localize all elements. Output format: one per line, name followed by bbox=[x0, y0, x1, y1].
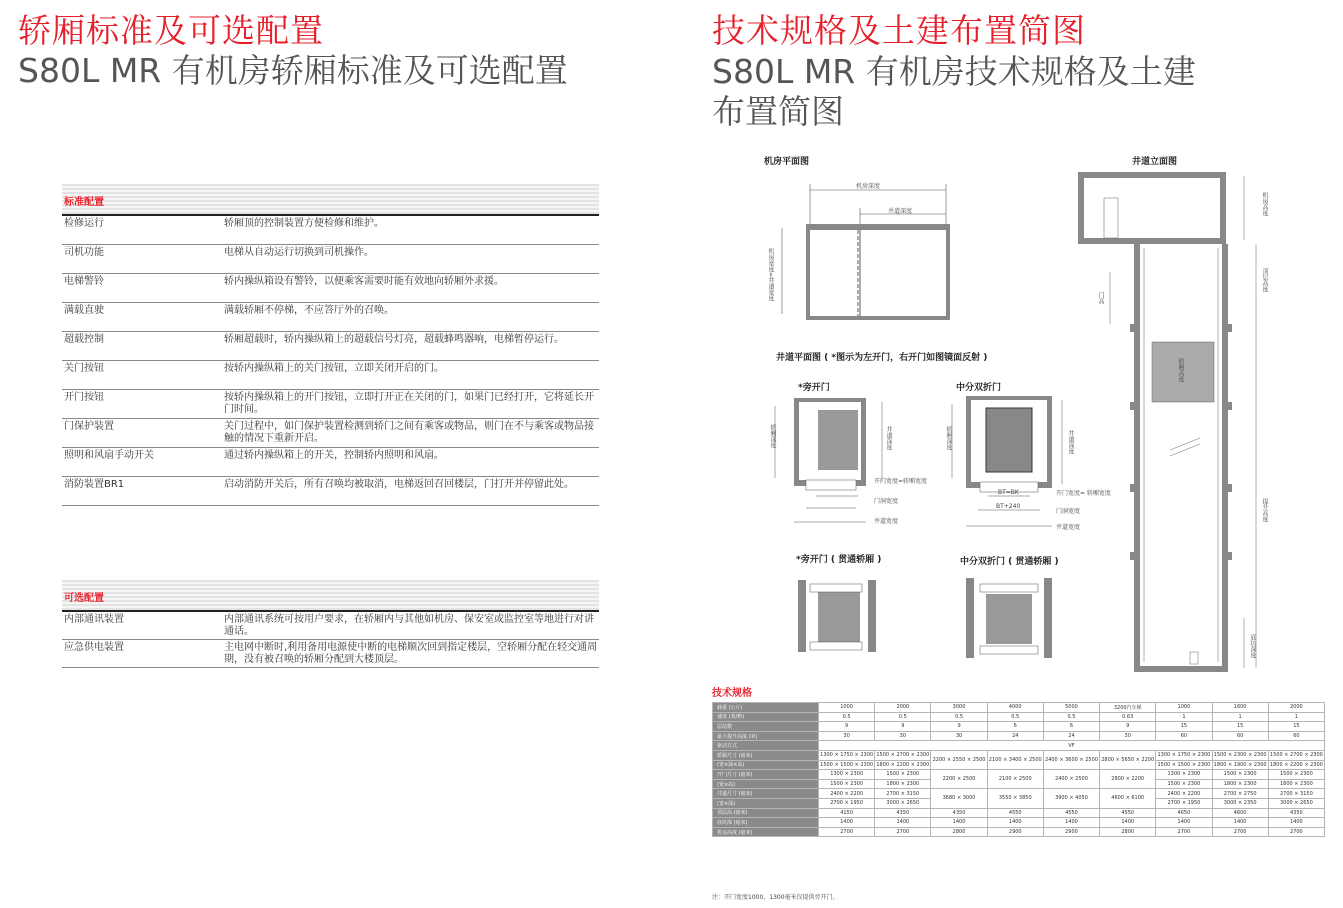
shaft-plan-label: 井道平面图 ( *图示为左开门，右开门如图镜面反射 ) bbox=[776, 353, 988, 363]
config-row-description: 满载轿厢不停梯，不应答厅外的召唤。 bbox=[224, 305, 394, 316]
side-door-through-label: *旁开门 ( 贯通轿厢 ) bbox=[796, 555, 882, 565]
table-row: 顶层高 (毫米) 4150 4350 4350 4550 4550 4550 4650 4600 4350 bbox=[713, 808, 1325, 818]
door-height-label: 门高 bbox=[1097, 292, 1104, 304]
config-row-description: 按轿内操纵箱上的关门按钮，立即关闭开启的门。 bbox=[224, 363, 444, 374]
config-row bbox=[62, 245, 599, 274]
config-row-name: 应急供电装置 bbox=[64, 642, 124, 653]
standard-config-heading: 标准配置 bbox=[62, 184, 599, 216]
table-row: 层站数 9 9 9 6 6 9 15 15 15 bbox=[713, 722, 1325, 732]
config-row-name: 照明和风扇手动开关 bbox=[64, 450, 154, 461]
diagram-drawing bbox=[760, 148, 1280, 678]
config-row-description: 轿厢顶的控制装置方便检修和维护。 bbox=[224, 218, 384, 229]
shaft-width-label-2: 井道宽度 bbox=[1056, 524, 1081, 531]
table-row: (宽×深×高) 1500 × 1500 × 2300 1800 × 2200 × 2300 1500 × 1500 × 2300 1800 × 1900 × 2300 1800 × 2200 × 2300 bbox=[713, 760, 1325, 770]
side-door-label: *旁开门 bbox=[798, 383, 830, 393]
spec-table bbox=[712, 702, 1325, 837]
config-row bbox=[62, 332, 599, 361]
config-row-description: 轿厢超载时，轿内操纵箱上的超载信号灯亮，超载蜂鸣器响，电梯暂停运行。 bbox=[224, 334, 564, 345]
left-title: 轿厢标准及可选配置 bbox=[18, 11, 324, 50]
table-row: (宽×高) 1500 × 2300 1800 × 2300 1500 × 2300 1800 × 2300 1800 × 2300 bbox=[713, 779, 1325, 789]
center-door-label: 中分双折门 bbox=[956, 383, 1002, 393]
config-row bbox=[62, 612, 599, 640]
spec-title: 技术规格 bbox=[712, 688, 752, 699]
right-subtitle: S80L MR 有机房技术规格及土建布置简图 bbox=[712, 52, 1196, 131]
machine-room-depth-label: 机房深度 bbox=[856, 183, 881, 190]
door-width-label: 开门宽度=轿厢宽度 bbox=[874, 478, 928, 485]
table-row: 开门尺寸 (毫米) 1300 × 2300 1500 × 2300 2200 × 2500 2100 × 2500 2400 × 2500 2800 × 2200 1300 × 2300 1500 × 2300 1500 × 2300 bbox=[713, 770, 1325, 780]
config-row bbox=[62, 448, 599, 477]
standard-config-section bbox=[62, 184, 599, 506]
config-row-name: 检修运行 bbox=[64, 218, 104, 229]
config-row-name: 满载直驶 bbox=[64, 305, 104, 316]
spec-note: 注：开门宽度1000、1300毫米仅提供旁开门。 bbox=[712, 894, 839, 901]
config-row-name: 开门按钮 bbox=[64, 392, 104, 403]
shaft-elevation-label: 井道立面图 bbox=[1132, 157, 1178, 167]
optional-config-heading: 可选配置 bbox=[62, 580, 599, 612]
config-row-description: 通过轿内操纵箱上的开关，控制轿内照明和风扇。 bbox=[224, 450, 444, 461]
shaft-depth-plan-label: 井道深度 bbox=[885, 426, 892, 450]
car-depth-label-2: 轿厢深度 bbox=[945, 426, 952, 450]
right-title: 技术规格及土建布置简图 bbox=[712, 11, 1086, 50]
car-depth-label: 轿厢深度 bbox=[769, 424, 776, 448]
door-opening-width-label-2: 门洞宽度 bbox=[1056, 508, 1081, 515]
config-row bbox=[62, 216, 599, 245]
config-row bbox=[62, 303, 599, 332]
config-row-description: 关门过程中，如门保护装置检测到轿门之间有乘客或物品，则门在不与乘客或物品接触的情况下重新开启。 bbox=[224, 421, 594, 444]
config-row-description: 内部通讯系统可按用户要求，在轿厢内与其他如机房、保安室或监控室等地进行对讲通话。 bbox=[224, 614, 594, 637]
table-row: 速度 (米/秒) 0.5 0.5 0.5 0.5 0.5 0.63 1 1 1 bbox=[713, 712, 1325, 722]
config-row bbox=[62, 361, 599, 390]
config-row bbox=[62, 390, 599, 419]
config-row-name: 超载控制 bbox=[64, 334, 104, 345]
top-height-label: 顶层高度 bbox=[1261, 268, 1268, 292]
config-row-name: 关门按钮 bbox=[64, 363, 104, 374]
config-row-description: 主电网中断时,利用备用电源使中断的电梯顺次回到指定楼层，空轿厢分配在轻交通周期，没有被召唤的轿厢分配到大楼顶层。 bbox=[224, 642, 598, 665]
bt-bk-label: BT=BK bbox=[998, 489, 1019, 496]
table-row: 轿厢尺寸 (毫米) 1300 × 1750 × 2300 1500 × 2700 × 2300 2200 × 2550 × 2500 2100 × 3400 × 2500 2400 × 3600 × 2500 2800 × 5650 × 2200 1300 × 1750 × 2300 1500 × 2300 × 2300 1500 × 2700 × 2300 bbox=[713, 750, 1325, 760]
left-subtitle: S80L MR 有机房轿厢标准及可选配置 bbox=[18, 51, 568, 90]
config-row-description: 电梯从自动运行切换到司机操作。 bbox=[224, 247, 374, 258]
config-row-name: 内部通讯装置 bbox=[64, 614, 124, 625]
table-row: (宽×深) 2700 × 1950 3000 × 2650 2700 × 1950 3000 × 2350 3000 × 2650 bbox=[713, 798, 1325, 808]
config-row bbox=[62, 640, 599, 668]
config-row bbox=[62, 419, 599, 448]
travel-height-label: 提升高度 bbox=[1261, 498, 1268, 522]
machine-room-width-label: 机房宽度=井道宽度 bbox=[767, 248, 774, 302]
config-row-name: 消防装置BR1 bbox=[64, 479, 125, 490]
table-row: 载重 (公斤) 1000 2000 3000 4000 5000 3200汽车梯 1000 1600 2000 bbox=[713, 703, 1325, 713]
bt-240-label: BT+240 bbox=[996, 503, 1021, 510]
machine-room-plan-label: 机房平面图 bbox=[764, 157, 810, 167]
door-width-label-2: 开门宽度= 轿厢宽度 bbox=[1056, 490, 1111, 497]
config-row-description: 启动消防开关后，所有召唤均被取消，电梯返回召回楼层，门打开并停留此处。 bbox=[224, 479, 574, 490]
shaft-depth-plan-label-2: 井道深度 bbox=[1067, 430, 1074, 454]
machine-room-height-label: 机房高度 bbox=[1261, 192, 1268, 216]
config-row bbox=[62, 274, 599, 303]
door-opening-width-label: 门洞宽度 bbox=[874, 498, 899, 505]
civil-layout-diagrams bbox=[760, 148, 1280, 678]
pit-depth-label: 底坑深度 bbox=[1249, 634, 1256, 658]
center-door-through-label: 中分双折门 ( 贯通轿厢 ) bbox=[960, 557, 1059, 567]
table-row: 最大提升高度 (米) 30 30 30 24 24 30 60 60 60 bbox=[713, 731, 1325, 741]
table-row: 底坑深 (毫米) 1400 1400 1400 1400 1400 1400 1400 1400 1400 bbox=[713, 818, 1325, 828]
car-height-label: 轿厢高度 bbox=[1177, 358, 1184, 382]
shaft-depth-label: 井道深度 bbox=[888, 208, 913, 215]
table-row: 驱动方式 VF bbox=[713, 741, 1325, 751]
config-row-name: 门保护装置 bbox=[64, 421, 114, 432]
table-row: 井道尺寸 (毫米) 2400 × 2200 2700 × 3150 3680 × 3000 3550 × 3850 3900 × 4050 4600 × 6100 2400 × 2200 2700 × 2750 2700 × 3150 bbox=[713, 789, 1325, 799]
table-row: 机房高度 (毫米) 2700 2700 2800 2900 2900 2800 2700 2700 2700 bbox=[713, 827, 1325, 837]
shaft-width-label: 井道宽度 bbox=[874, 518, 899, 525]
config-row-name: 司机功能 bbox=[64, 247, 104, 258]
config-row bbox=[62, 477, 599, 506]
config-row-description: 按轿内操纵箱上的开门按钮，立即打开正在关闭的门，如果门已经打开，它将延长开门时间。 bbox=[224, 392, 594, 415]
config-row-name: 电梯警铃 bbox=[64, 276, 104, 287]
config-row-description: 轿内操纵箱设有警铃，以便乘客需要时能有效地向轿厢外求援。 bbox=[224, 276, 504, 287]
optional-config-section bbox=[62, 580, 599, 668]
